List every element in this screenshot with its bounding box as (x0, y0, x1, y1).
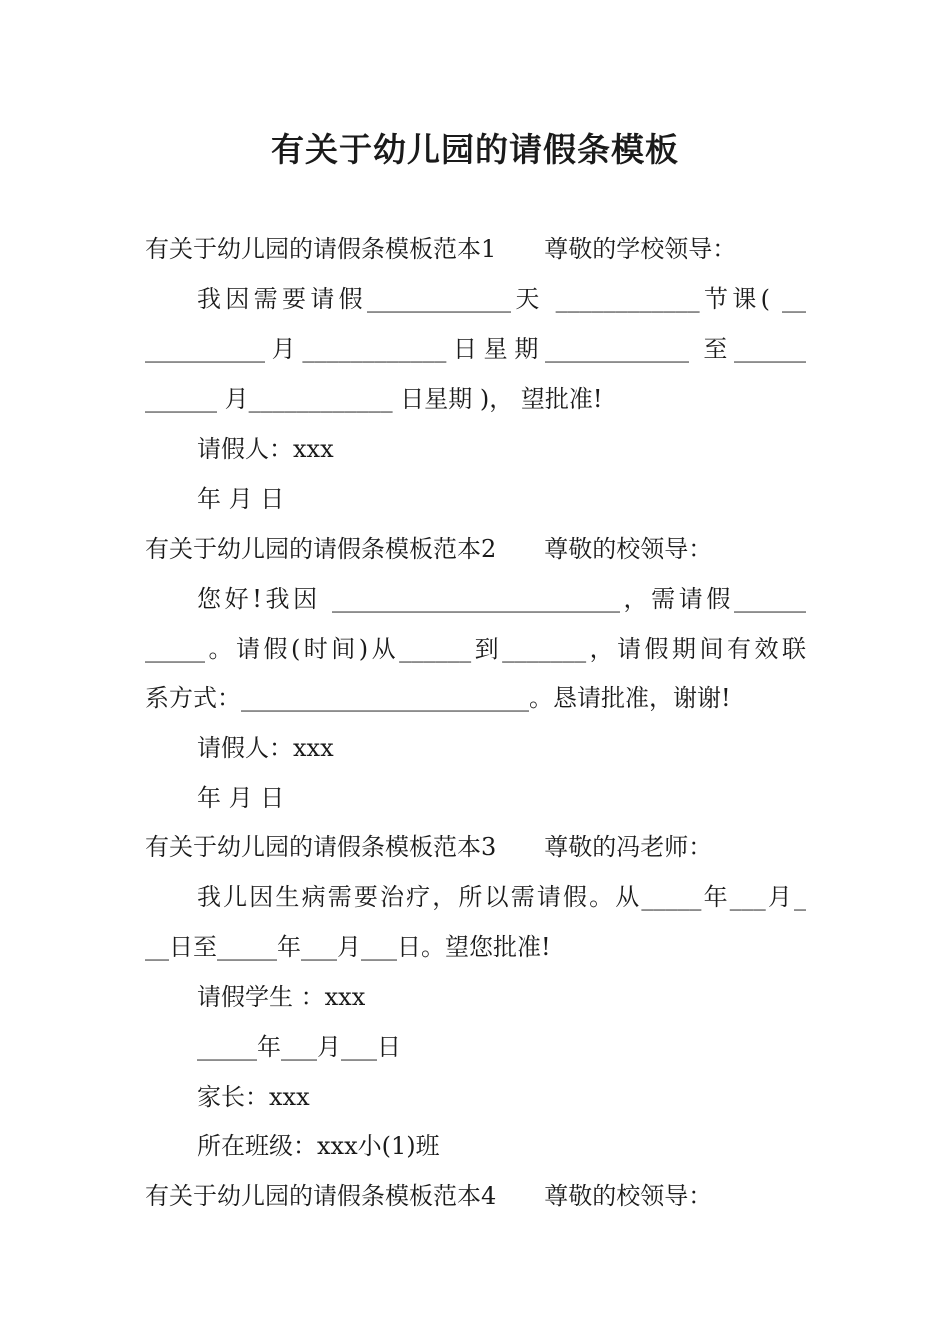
signature-line: 请假学生 ：xxx (197, 983, 366, 1011)
paragraph-line: 您好!我因 ________________________，需请假______ (197, 585, 806, 613)
date-line: 年 月 日 (197, 485, 285, 513)
paragraph-line: 我儿因生病需要治疗，所以需请假。从_____年___月_ (197, 883, 806, 911)
parent-line: 家长：xxx (197, 1083, 310, 1111)
paragraph-line: 系方式：________________________。恳请批准，谢谢! (145, 684, 731, 712)
paragraph-line: ______ 月____________ 日星期 )， 望批准! (145, 385, 603, 413)
signature-line: 请假人：xxx (197, 435, 334, 463)
paragraph-line: 我因需要请假____________天 ____________节课( __ (197, 285, 806, 313)
section-heading-1: 有关于幼儿园的请假条模板范本1 尊敬的学校领导： (145, 235, 737, 263)
signature-line: 请假人：xxx (197, 734, 334, 762)
paragraph-line: _____。请假(时间)从______到_______，请假期间有效联 (145, 635, 806, 663)
date-line: _____年___月___日 (197, 1033, 401, 1061)
class-line: 所在班级：xxx小(1)班 (197, 1132, 440, 1160)
section-heading-4: 有关于幼儿园的请假条模板范本4 尊敬的校领导： (145, 1182, 713, 1210)
section-heading-3: 有关于幼儿园的请假条模板范本3 尊敬的冯老师： (145, 833, 713, 861)
section-heading-2: 有关于幼儿园的请假条模板范本2 尊敬的校领导： (145, 535, 713, 563)
paragraph-line: __________月____________日星期____________ 至______ (145, 335, 806, 363)
document-title: 有关于幼儿园的请假条模板 (271, 130, 679, 169)
paragraph-line: __日至_____年___月___日。望您批准! (145, 933, 551, 961)
date-line: 年 月 日 (197, 784, 285, 812)
